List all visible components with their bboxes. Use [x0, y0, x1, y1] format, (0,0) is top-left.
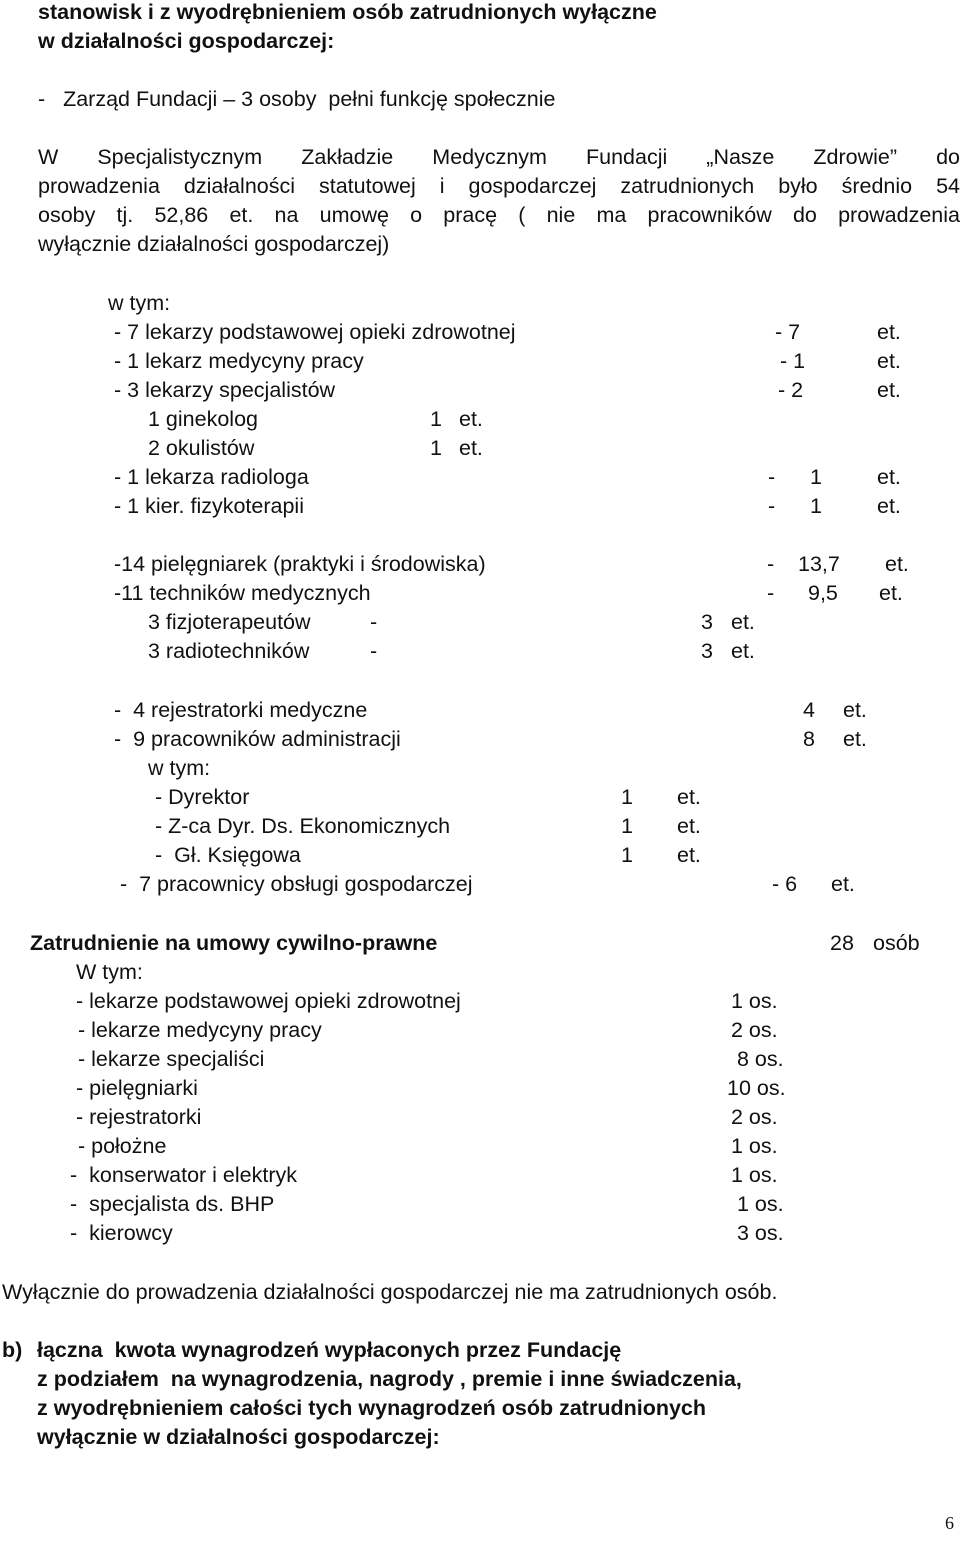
admin-row-label: - 9 pracowników administracji: [114, 727, 401, 751]
w-tym-label: w tym:: [108, 291, 171, 315]
board-line: - Zarząd Fundacji – 3 osoby pełni funkcję społecznie: [38, 87, 556, 111]
civil-row-value: 10 os.: [727, 1076, 786, 1100]
other-row-label: - 1 lekarza radiologa: [114, 465, 309, 489]
specialist-row-label: 2 okulistów: [148, 436, 255, 460]
civil-row-value: 1 os.: [731, 989, 778, 1013]
admin-detail-unit: et.: [677, 785, 701, 809]
civil-row-value: 1 os.: [731, 1192, 784, 1216]
admin-row-unit: et.: [843, 698, 867, 722]
other-row-value: 1: [810, 465, 822, 489]
civil-row-value: 3 os.: [731, 1221, 784, 1245]
civil-total-unit: osób: [873, 931, 920, 955]
nurse-row-dash: -: [767, 581, 775, 605]
civil-row-value: 1 os.: [731, 1163, 778, 1187]
admin-detail-unit: et.: [677, 843, 701, 867]
admin-detail-unit: et.: [677, 814, 701, 838]
doctors-row-label: - 3 lekarzy specjalistów: [114, 378, 336, 402]
civil-row-label: - lekarze medycyny pracy: [72, 1018, 322, 1042]
other-row-value: 1: [810, 494, 822, 518]
civil-total-value: 28: [830, 931, 854, 955]
admin-detail-label: - Dyrektor: [155, 785, 250, 809]
paragraph-line-3: osoby tj. 52,86 et. na umowę o pracę ( nie ma pracowników do prowadzenia: [38, 203, 960, 227]
doctors-row-label: - 7 lekarzy podstawowej opieki zdrowotnej: [114, 320, 516, 344]
civil-row-value: 8 os.: [731, 1047, 784, 1071]
nurse-row-value: 9,5: [808, 581, 838, 605]
section-b-line-1: łączna kwota wynagrodzeń wypłaconych przez Fundację: [37, 1338, 622, 1362]
other-row-dash: -: [768, 465, 776, 489]
technician-row-dash: -: [370, 610, 378, 634]
other-row-unit: et.: [877, 494, 901, 518]
admin-w-tym-label: w tym:: [148, 756, 211, 780]
heading-line-1: stanowisk i z wyodrębnieniem osób zatrudnionych wyłączne: [38, 0, 657, 24]
civil-row-label: - lekarze specjaliści: [72, 1047, 265, 1071]
specialist-row-label: 1 ginekolog: [148, 407, 258, 431]
nurse-row-unit: et.: [885, 552, 909, 576]
service-row-label: - 7 pracownicy obsługi gospodarczej: [120, 872, 473, 896]
nurse-row-label: -14 pielęgniarek (praktyki i środowiska): [114, 552, 486, 576]
nurse-row-unit: et.: [879, 581, 903, 605]
civil-w-tym-label: W tym:: [76, 960, 143, 984]
civil-row-label: - specjalista ds. BHP: [70, 1192, 275, 1216]
technician-row-label: 3 radiotechników: [148, 639, 310, 663]
civil-row-label: - kierowcy: [70, 1221, 173, 1245]
service-row-value: - 6: [772, 872, 798, 896]
technician-row-label: 3 fizjoterapeutów: [148, 610, 311, 634]
doctors-row-unit: et.: [877, 378, 901, 402]
paragraph-line-1: W Specjalistycznym Zakładzie Medycznym Fundacji „Nasze Zdrowie” do: [38, 145, 960, 169]
admin-detail-value: 1: [621, 814, 633, 838]
admin-row-unit: et.: [843, 727, 867, 751]
nurse-row-dash: -: [767, 552, 775, 576]
admin-detail-label: - Z-ca Dyr. Ds. Ekonomicznych: [155, 814, 451, 838]
admin-detail-label: - Gł. Księgowa: [155, 843, 301, 867]
heading-line-2: w działalności gospodarczej:: [38, 29, 335, 53]
technician-row-dash: -: [370, 639, 378, 663]
other-row-unit: et.: [877, 465, 901, 489]
civil-row-value: 2 os.: [731, 1105, 778, 1129]
civil-row-label: - lekarze podstawowej opieki zdrowotnej: [76, 989, 461, 1013]
technician-row-value: 3: [701, 639, 713, 663]
doctors-row-value: - 1: [780, 349, 806, 373]
specialist-row-value: 1: [430, 407, 442, 431]
civil-row-label: - konserwator i elektryk: [70, 1163, 298, 1187]
doctors-row-unit: et.: [877, 320, 901, 344]
civil-row-value: 1 os.: [731, 1134, 778, 1158]
nurse-row-value: 13,7: [798, 552, 840, 576]
section-b-marker: b): [2, 1338, 23, 1362]
other-row-dash: -: [768, 494, 776, 518]
civil-row-label: - położne: [72, 1134, 167, 1158]
section-b-line-4: wyłącznie w działalności gospodarczej:: [37, 1425, 440, 1449]
technician-row-value: 3: [701, 610, 713, 634]
paragraph-line-4: wyłącznie działalności gospodarczej): [38, 232, 390, 256]
doctors-row-label: - 1 lekarz medycyny pracy: [114, 349, 364, 373]
other-row-label: - 1 kier. fizykoterapii: [114, 494, 304, 518]
admin-detail-value: 1: [621, 785, 633, 809]
admin-detail-value: 1: [621, 843, 633, 867]
doctors-row-value: - 7: [775, 320, 801, 344]
technician-row-unit: et.: [731, 610, 755, 634]
paragraph-line-2: prowadzenia działalności statutowej i gospodarczej zatrudnionych było średnio 54: [38, 174, 960, 198]
civil-row-label: - pielęgniarki: [76, 1076, 198, 1100]
civil-row-value: 2 os.: [731, 1018, 778, 1042]
civil-row-label: - rejestratorki: [76, 1105, 202, 1129]
doctors-row-unit: et.: [877, 349, 901, 373]
admin-row-value: 4: [803, 698, 815, 722]
specialist-row-unit: et.: [459, 436, 483, 460]
exclusive-note: Wyłącznie do prowadzenia działalności gospodarczej nie ma zatrudnionych osób.: [2, 1280, 778, 1304]
section-b-line-2: z podziałem na wynagrodzenia, nagrody , premie i inne świadczenia,: [37, 1367, 742, 1391]
technician-row-unit: et.: [731, 639, 755, 663]
section-b-line-3: z wyodrębnieniem całości tych wynagrodzeń osób zatrudnionych: [37, 1396, 707, 1420]
civil-contracts-title: Zatrudnienie na umowy cywilno-prawne: [30, 931, 438, 955]
doctors-row-value: - 2: [778, 378, 804, 402]
service-row-unit: et.: [831, 872, 855, 896]
admin-row-label: - 4 rejestratorki medyczne: [114, 698, 368, 722]
admin-row-value: 8: [803, 727, 815, 751]
specialist-row-value: 1: [430, 436, 442, 460]
page-number: 6: [945, 1513, 954, 1533]
nurse-row-label: -11 techników medycznych: [114, 581, 371, 605]
specialist-row-unit: et.: [459, 407, 483, 431]
